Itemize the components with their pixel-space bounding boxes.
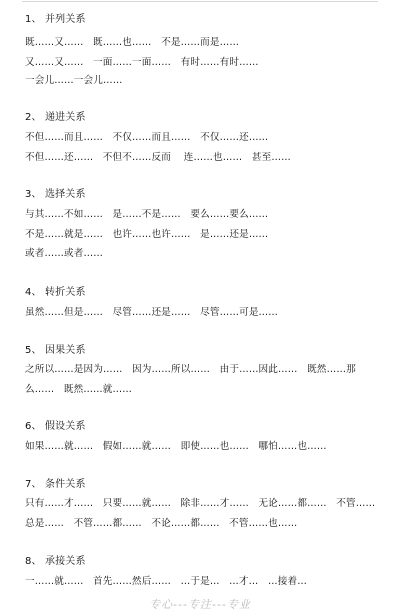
section-1-line-2: 又……又…… 一面……一面…… 有时……有时…… xyxy=(25,57,259,68)
section-5-line-2: 么…… 既然……就…… xyxy=(25,384,133,395)
section-2-line-2: 不但……还…… 不但不……反而 连……也…… 甚至…… xyxy=(25,152,291,163)
section-3-line-2: 不是……就是…… 也许……也许…… 是……还是…… xyxy=(25,229,269,240)
section-3-line-1: 与其……不如…… 是……不是…… 要么……要么…… xyxy=(25,209,269,220)
section-heading-6: 6、 假设关系 xyxy=(25,421,86,432)
section-7-line-2: 总是…… 不管……都…… 不论……都…… 不管……也…… xyxy=(25,518,298,529)
section-heading-4: 4、 转折关系 xyxy=(25,287,86,298)
section-heading-7: 7、 条件关系 xyxy=(25,479,86,490)
section-6-line-1: 如果……就…… 假如……就…… 即使……也…… 哪怕……也…… xyxy=(25,441,327,452)
section-4-line-1: 虽然……但是…… 尽管……还是…… 尽管……可是…… xyxy=(25,307,279,318)
section-heading-5: 5、 因果关系 xyxy=(25,345,86,356)
section-heading-8: 8、 承接关系 xyxy=(25,556,86,567)
section-heading-2: 2、 递进关系 xyxy=(25,112,86,123)
section-3-line-3: 或者……或者…… xyxy=(25,248,103,259)
section-1-line-3: 一会儿……一会儿…… xyxy=(25,75,123,86)
section-2-line-1: 不但……而且…… 不仅……而且…… 不仅……还…… xyxy=(25,132,269,143)
section-heading-3: 3、 选择关系 xyxy=(25,189,86,200)
section-8-line-1: 一……就…… 首先……然后…… …于是… …才… …接着… xyxy=(25,576,307,587)
section-heading-1: 1、 并列关系 xyxy=(25,14,86,25)
footer-slogan: 专心---专注---专业 xyxy=(149,598,251,611)
section-7-line-1: 只有……才…… 只要……就…… 除非……才…… 无论……都…… 不管…… xyxy=(25,498,376,509)
section-5-line-1: 之所以……是因为…… 因为……所以…… 由于……因此…… 既然……那 xyxy=(25,364,356,375)
section-1-line-1: 既……又…… 既……也…… 不是……而是…… xyxy=(25,37,240,48)
